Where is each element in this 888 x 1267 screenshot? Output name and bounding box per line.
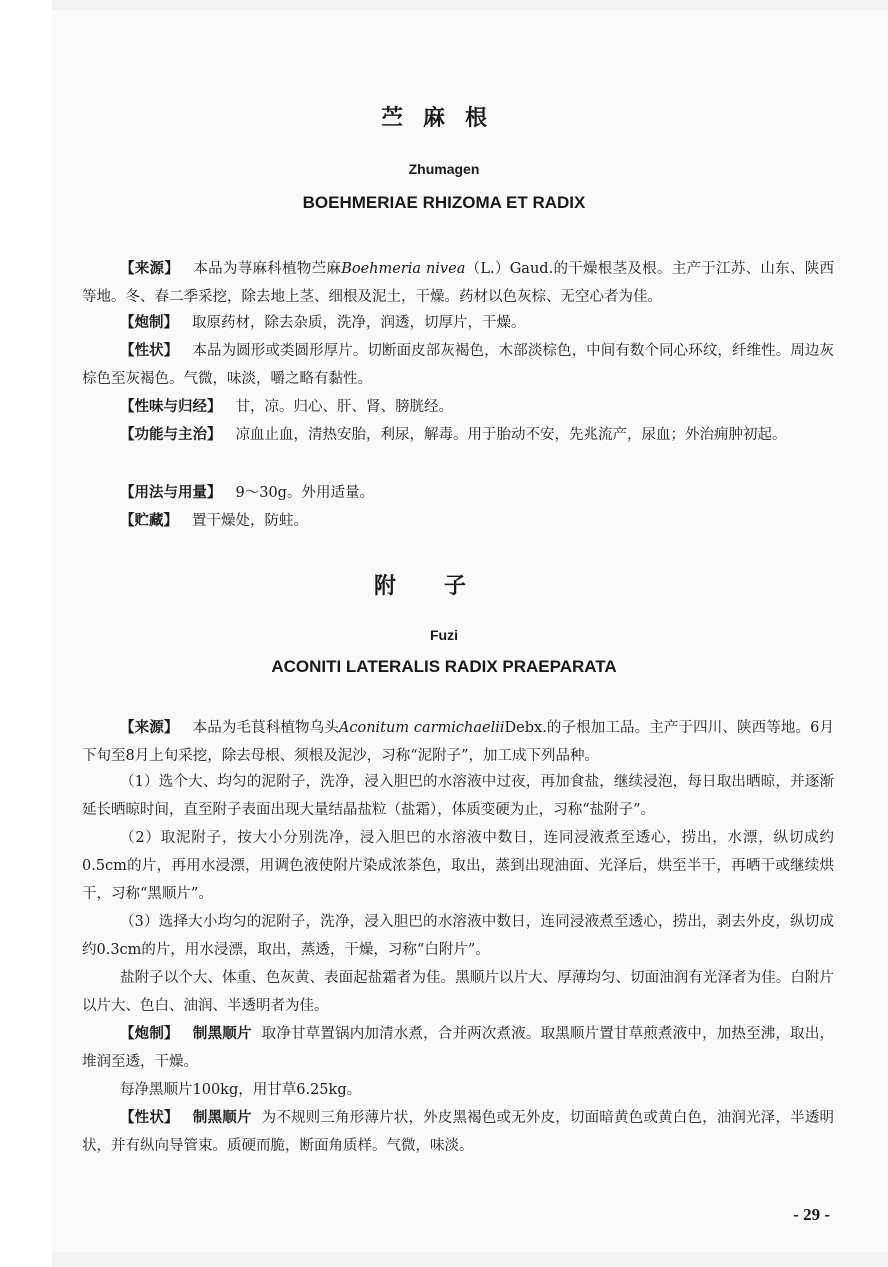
processing-label: 【炮制】	[120, 1026, 179, 1042]
entry1-processing	[82, 309, 834, 337]
entry1-properties	[82, 337, 834, 393]
entry1-storage	[82, 507, 834, 535]
entry2-properties	[82, 1104, 834, 1160]
entry1-latin-name: BOEHMERIAE RHIZOMA ET RADIX	[302, 193, 586, 212]
entry2-latin-name: ACONITI LATERALIS RADIX PRAEPARATA	[271, 657, 617, 676]
dosage-text: 9～30g。外用适量。	[235, 485, 374, 501]
properties-subtitle: 制黑顺片	[192, 1110, 252, 1126]
entry2-method-1: （1）选个大、均匀的泥附子，洗净，浸入胆巴的水溶液中过夜，再加食盐，继续浸泡，每日取出晒晾，并逐渐延长晒晾时间，直至附子表面出现大量结晶盐粒（盐霜），体质变硬为止，习称“盐附子”。	[82, 774, 834, 818]
dosage-label: 【用法与用量】	[120, 485, 222, 501]
entry2-quality: 盐附子以个大、体重、色灰黄、表面起盐霜者为佳。黑顺片以片大、厚薄均匀、切面油润有光泽者为佳。白附片以片大、色白、油润、半透明者为佳。	[82, 970, 834, 1014]
properties-text: 本品为圆形或类圆形厚片。切断面皮部灰褐色，木部淡棕色，中间有数个同心环纹，纤维性。周边灰棕色至灰褐色。气微，味淡，嚼之略有黏性。	[82, 343, 835, 387]
entry2-title: 附子	[373, 574, 514, 599]
entry2-processing	[82, 1020, 834, 1076]
processing-label: 【炮制】	[120, 315, 178, 331]
entry2-ratio: 每净黑顺片100kg，用甘草6.25kg。	[120, 1082, 362, 1098]
entry1-source-paragraph	[82, 255, 834, 311]
processing-text: 取净甘草置锅内加清水煮，合并两次煮液。取黑顺片置甘草煎煮液中，加热至沸，取出，堆润至透，干燥。	[82, 1026, 835, 1070]
storage-text: 置干燥处，防蛀。	[192, 513, 308, 529]
entry2-source	[82, 714, 834, 770]
entry1-nature	[82, 393, 834, 421]
source-label: 【来源】	[120, 720, 179, 736]
source-text-post: （L.）Gaud.的干燥根茎及根。主产于江苏、山东、陕西等地。冬、春二季采挖，除去地上茎、细根及泥土，干燥。药材以色灰棕、无空心者为佳。	[82, 261, 835, 305]
processing-subtitle: 制黑顺片	[192, 1026, 252, 1042]
source-text-pre: 本品为荨麻科植物苎麻	[193, 261, 342, 277]
entry1-title: 苎麻根	[380, 106, 507, 131]
source-label: 【来源】	[120, 261, 180, 277]
entry2-method-3: （3）选择大小均匀的泥附子，洗净，浸入胆巴的水溶液中数日，连同浸液煮至透心，捞出，剥去外皮，纵切成约0.3cm的片，用水浸漂，取出，蒸透，干燥，习称“白附片”。	[82, 914, 834, 958]
nature-label: 【性味与归经】	[120, 399, 222, 415]
source-latin: Aconitum carmichaelii	[338, 720, 505, 736]
nature-text: 甘，凉。归心、肝、肾、膀胱经。	[235, 399, 453, 415]
properties-label: 【性状】	[120, 1110, 179, 1126]
entry1-dosage	[82, 479, 834, 507]
entry1-function	[82, 421, 834, 449]
processing-text: 取原药材，除去杂质，洗净，润透，切厚片，干燥。	[192, 315, 526, 331]
properties-label: 【性状】	[120, 343, 179, 359]
function-label: 【功能与主治】	[120, 427, 222, 443]
entry2-method-2: （2）取泥附子，按大小分别洗净，浸入胆巴的水溶液中数日，连同浸液煮至透心，捞出，水漂，纵切成约0.5cm的片，再用水浸漂，用调色液使附片染成浓茶色，取出，蒸到出现油面、光泽后，烘至半干，再晒干或继续烘干，习称“黑顺片”。	[82, 830, 834, 902]
properties-text: 为不规则三角形薄片状，外皮黑褐色或无外皮，切面暗黄色或黄白色，油润光泽，半透明状，并有纵向导管束。质硬而脆，断面角质样。气微，味淡。	[82, 1110, 835, 1154]
page-number: - 29 -	[793, 1205, 830, 1224]
entry2-pinyin: Fuzi	[430, 627, 458, 643]
function-text: 凉血止血，清热安胎，利尿，解毒。用于胎动不安，先兆流产，尿血；外治痈肿初起。	[235, 427, 787, 443]
storage-label: 【贮藏】	[120, 513, 178, 529]
source-text-post: Debx.的子根加工品。主产于四川、陕西等地。6月下旬至8月上旬采挖，除去母根、须根及泥沙，习称“泥附子”，加工成下列品种。	[82, 720, 835, 764]
source-latin: Boehmeria nivea	[341, 261, 466, 277]
source-text-pre: 本品为毛茛科植物乌头	[192, 720, 339, 736]
entry1-pinyin: Zhumagen	[408, 161, 480, 177]
